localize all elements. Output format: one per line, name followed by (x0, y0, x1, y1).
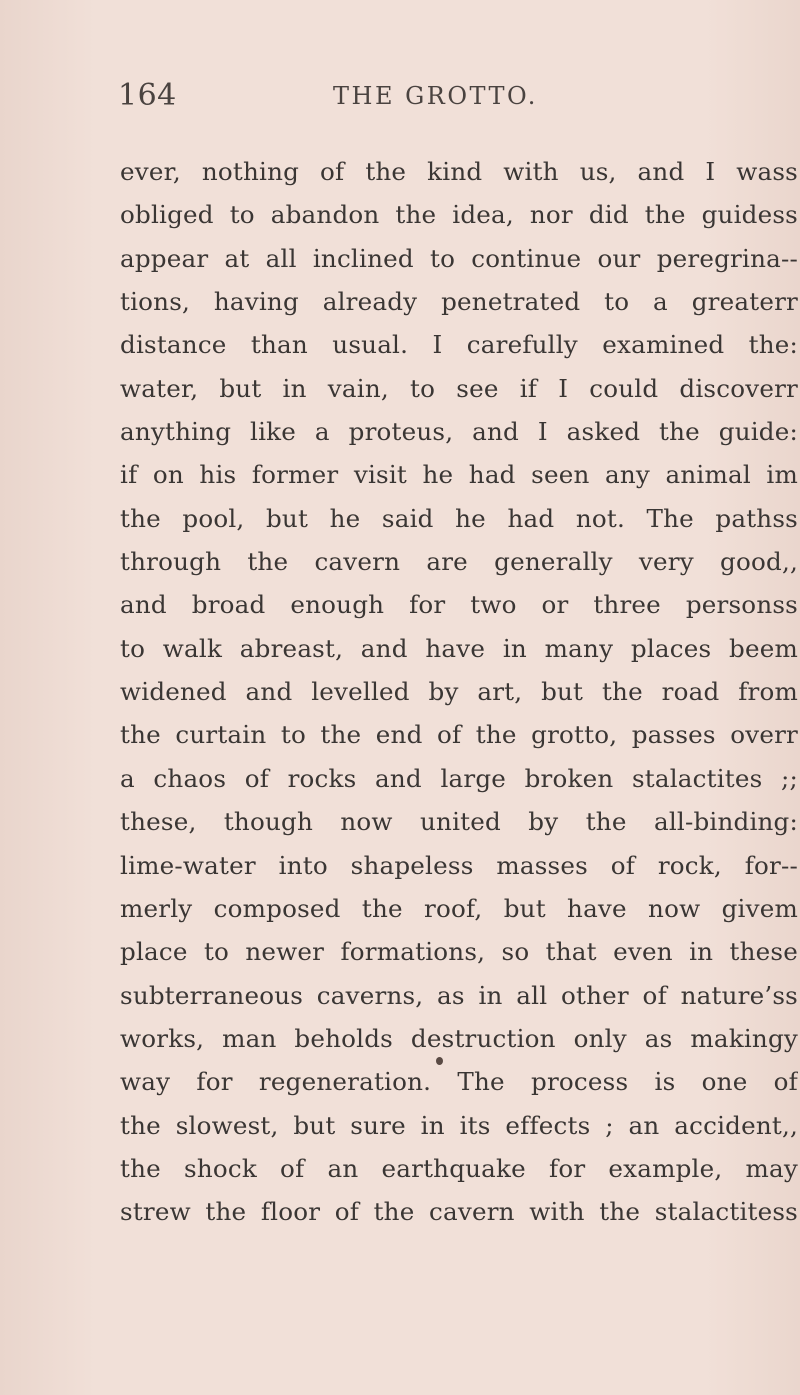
text-line: place to newer formations, so that even in these (120, 937, 798, 967)
text-line: works, man beholds destruction only as makingy (120, 1023, 798, 1053)
text-line: lime-water into shapeless masses of rock, for-- (120, 850, 798, 880)
text-line: if on his former visit he had seen any animal im (120, 460, 798, 490)
body-text (120, 150, 798, 1234)
text-line: subterraneous caverns, as in all other of nature’ss (120, 980, 798, 1010)
text-line: widened and levelled by art, but the road from (120, 677, 798, 707)
text-line: the curtain to the end of the grotto, passes overr (120, 720, 798, 750)
text-line: a chaos of rocks and large broken stalactites ;; (120, 763, 798, 793)
text-line: the shock of an earthquake for example, may (120, 1153, 798, 1183)
text-line: merly composed the roof, but have now givem (120, 893, 798, 923)
text-line: water, but in vain, to see if I could discoverr (120, 373, 798, 403)
text-line: tions, having already penetrated to a greaterr (120, 287, 798, 317)
text-line: way for regeneration. The process is one of (120, 1067, 798, 1097)
text-line: distance than usual. I carefully examined the: (120, 330, 798, 360)
text-line: the pool, but he said he had not. The pathss (120, 503, 798, 533)
text-line: anything like a proteus, and I asked the guide: (120, 417, 798, 447)
text-line: to walk abreast, and have in many places beem (120, 633, 798, 663)
text-line: ever, nothing of the kind with us, and I wass (120, 157, 798, 186)
running-head: THE GROTTO. (333, 82, 538, 110)
text-line: through the cavern are generally very good,, (120, 547, 798, 577)
ink-speck (436, 1057, 443, 1065)
text-line: strew the floor of the cavern with the stalactitess (120, 1197, 798, 1227)
text-line: obliged to abandon the idea, nor did the guidess (120, 200, 798, 230)
text-line: the slowest, but sure in its effects ; an accident,, (120, 1110, 798, 1140)
page-header (118, 78, 758, 118)
page-number: 164 (118, 78, 177, 113)
text-line: these, though now united by the all-binding: (120, 807, 798, 837)
text-line: appear at all inclined to continue our peregrina-- (120, 243, 798, 273)
text-line: and broad enough for two or three personss (120, 590, 798, 620)
